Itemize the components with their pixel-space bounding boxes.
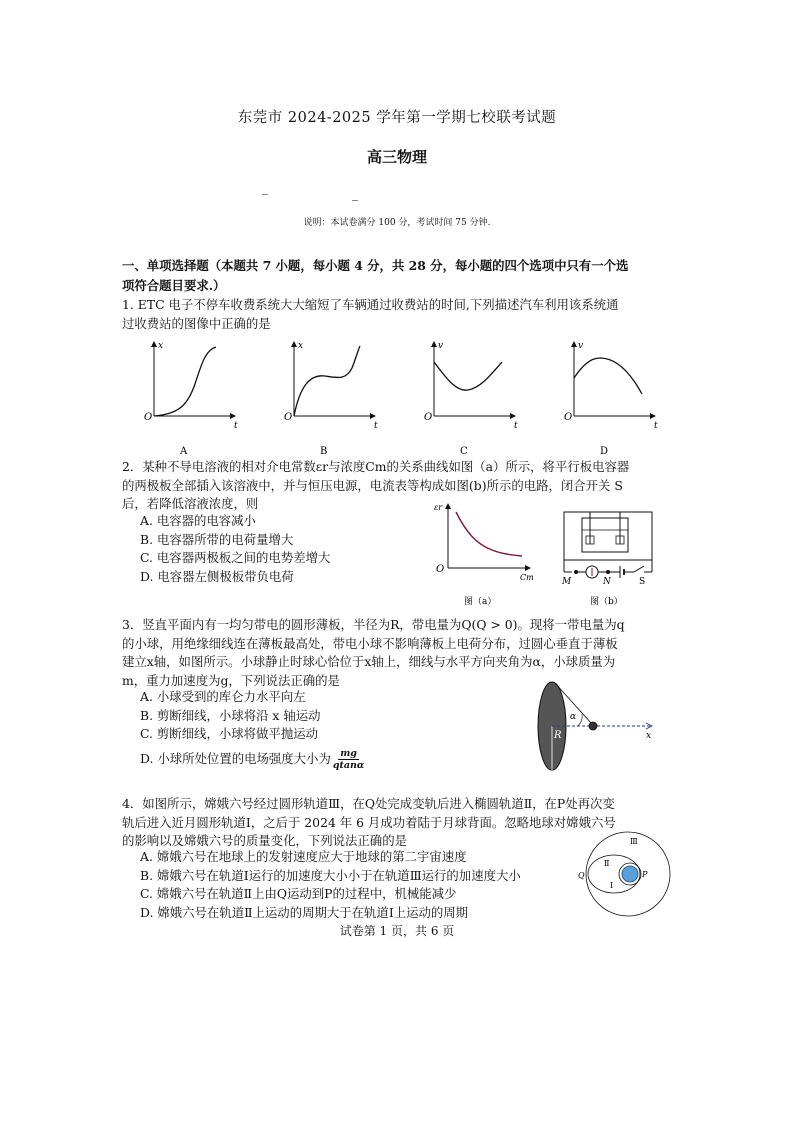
label-s: S (639, 577, 646, 587)
option-c: C. 嫦娥六号在轨道Ⅱ上由Q运动到P的过程中，机械能减少 (140, 886, 457, 901)
graph-c (424, 341, 518, 457)
q2-options (140, 512, 440, 586)
curve-a (154, 347, 216, 416)
x-label: t (374, 421, 378, 431)
label-i: Ⅰ (610, 881, 614, 890)
question-text-line: 的两极板全部插入该溶液中，并与恒压电源，电流表等构成如图(b)所示的电路，闭合开关 S (122, 477, 623, 493)
x-label: t (234, 421, 238, 431)
r-label: R (554, 730, 562, 741)
option-b: B. 剪断细线，小球将沿 x 轴运动 (140, 707, 321, 723)
figure-a (434, 503, 534, 607)
figure-caption: 图（a） (464, 597, 497, 607)
question-text-line: 4．如图所示，嫦娥六号经过圆形轨道Ⅲ，在Q处完成变轨后进入椭圆轨道Ⅱ，在P处再次变 (122, 796, 615, 811)
q1-graphs (140, 338, 680, 460)
alpha-label: α (570, 712, 577, 722)
y-label: x (298, 341, 304, 351)
option-letter: C (460, 446, 468, 457)
fraction-numerator: mg (340, 747, 357, 759)
option-letter: B (320, 446, 328, 457)
question-text-line: 1. ETC 电子不停车收费系统大大缩短了车辆通过收费站的时间,下列描述汽车利用该系统通 (122, 297, 619, 312)
question-text-line: 轨后进入近月圆形轨道Ⅰ，之后于 2024 年 6 月成功着陆于月球背面。忽略地球对嫦娥六号 (122, 814, 616, 830)
node-n (606, 570, 610, 574)
option-d (140, 748, 480, 771)
q3-figure (530, 676, 670, 786)
origin-label: O (144, 412, 153, 423)
exam-note: 说明：本试卷满分 100 分，考试时间 75 分钟. (303, 218, 491, 228)
small-ball (589, 722, 597, 730)
y-label: x (158, 341, 164, 351)
curve-b (294, 346, 360, 416)
origin-label: O (424, 412, 433, 423)
section-heading (122, 256, 682, 296)
label-ii: Ⅱ (604, 859, 610, 868)
graph-d (564, 341, 658, 457)
question-text-line: 的影响以及嫦娥六号的质量变化，下列说法正确的是 (122, 833, 407, 848)
question-text-line: m，重力加速度为g，下列说法正确的是 (122, 672, 340, 688)
option-letter: D (600, 446, 609, 457)
graph-b (284, 341, 378, 457)
option-c: C. 电容器两极板之间的电势差增大 (140, 550, 331, 565)
option-d-text: D. 小球所处位置的电场强度大小为 (140, 750, 331, 766)
q2-figures (430, 500, 670, 610)
option-d: D. 嫦娥六号在轨道Ⅱ上运动的周期大于在轨道Ⅰ上运动的周期 (140, 904, 469, 920)
curve-c (434, 362, 502, 390)
label-m: M (562, 577, 572, 587)
question-text-line: 后，若降低溶液浓度，则 (122, 496, 259, 511)
beaker (582, 518, 628, 552)
x-axis-label: x (646, 731, 652, 741)
q4-figure (574, 830, 684, 926)
moon (622, 866, 638, 882)
curve-d (574, 358, 642, 394)
option-letter: A (180, 446, 188, 457)
question-1 (122, 296, 682, 333)
option-c: C. 剪断细线，小球将做平抛运动 (140, 726, 318, 741)
q3-options (140, 688, 480, 771)
question-text-line: 2．某种不导电溶液的相对介电常数εr与浓度Cm的关系曲线如图（a）所示，将平行板电容器 (122, 459, 630, 474)
option-d: D. 电容器左侧极板带负电荷 (140, 568, 294, 584)
q4-options (140, 848, 580, 922)
scan-mark (262, 194, 268, 195)
origin-label: O (436, 564, 445, 575)
page-footer: 试卷第 1 页，共 6 页 (339, 924, 455, 938)
y-label: v (578, 341, 584, 351)
section-heading-line: 项符合题目要求.） (122, 278, 226, 293)
option-b: B. 嫦娥六号在轨道Ⅰ运行的加速度大小小于在轨道Ⅲ运行的加速度大小 (140, 867, 521, 883)
x-label: t (514, 421, 518, 431)
figure-caption: 图（b） (590, 597, 623, 607)
label-p: P (642, 870, 648, 879)
question-text-line: 3．竖直平面内有一均匀带电的圆形薄板，半径为R，带电量为Q(Q > 0)。现将一带电量为q (122, 617, 625, 632)
switch (634, 566, 644, 572)
exam-title: 东莞市 2024-2025 学年第一学期七校联考试题 (237, 110, 557, 126)
section-heading-line: 一、单项选择题（本题共 7 小题，每小题 4 分，共 28 分，每小题的四个选项中只有一个选 (122, 258, 629, 273)
y-label: εr (434, 503, 443, 512)
label-iii: Ⅲ (630, 837, 638, 846)
question-text-line: 的小球，用绝缘细线连在薄板最高处，带电小球不影响薄板上电荷分布，过圆心垂直于薄板 (122, 635, 618, 651)
origin-label: O (284, 412, 293, 423)
graph-a (144, 341, 238, 457)
fraction (333, 748, 364, 771)
y-label: v (438, 341, 444, 351)
option-a: A. 电容器的电容减小 (140, 513, 256, 528)
option-a: A. 嫦娥六号在地球上的发射速度应大于地球的第二宇宙速度 (140, 849, 467, 864)
option-b: B. 电容器所带的电荷量增大 (140, 531, 294, 547)
origin-label: O (564, 412, 573, 423)
question-text-line: 过收费站的图像中正确的是 (122, 315, 271, 331)
epsilon-curve (456, 512, 522, 556)
x-label: Cm (520, 573, 534, 582)
x-label: t (654, 421, 658, 431)
figure-b (561, 512, 652, 607)
label-q: Q (578, 871, 585, 880)
option-a: A. 小球受到的库仑力水平向左 (140, 689, 306, 704)
scan-mark (352, 200, 358, 201)
exam-subject: 高三物理 (366, 148, 427, 166)
label-n: N (603, 577, 611, 587)
fraction-denominator: qtanα (332, 759, 365, 771)
question-text-line: 建立x轴，如图所示。小球静止时球心恰位于x轴上，细线与水平方向夹角为α，小球质量为 (122, 654, 616, 669)
node-m (574, 570, 578, 574)
